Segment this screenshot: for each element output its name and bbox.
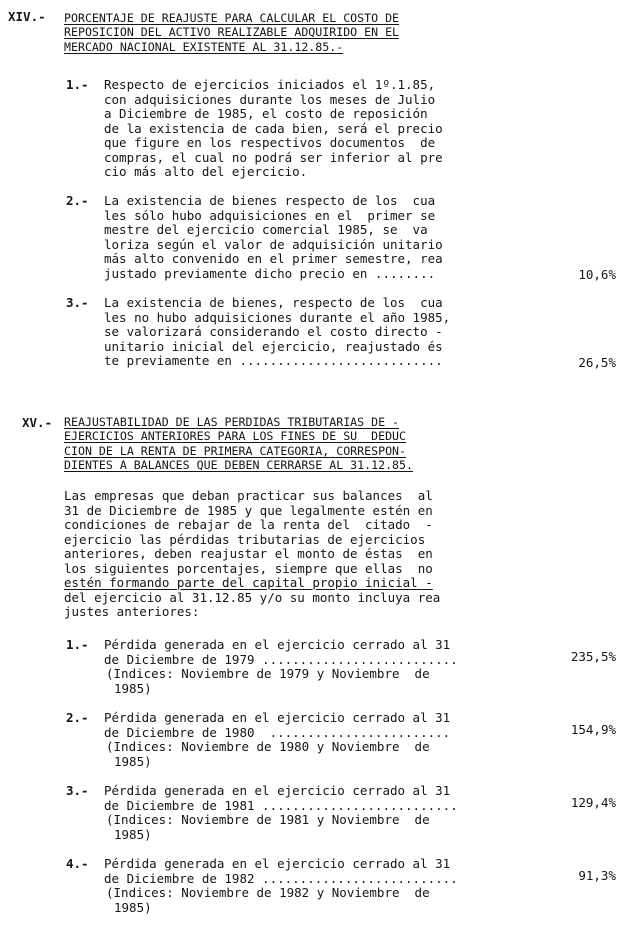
section-xiv-number: XIV.- [8,9,46,24]
item-line: Pérdida generada en el ejercicio cerrado al 31 [104,710,451,725]
section-xiv-item-2 [104,194,443,281]
item-line: (Indices: Noviembre de 1982 y Noviembre de [106,885,430,900]
section-xv-title [64,415,413,472]
item-number: 3.- [66,295,89,310]
section-xiv-title [64,11,399,54]
item-line: (Indices: Noviembre de 1980 y Noviembre de [106,739,430,754]
section-xv-item-3 [104,784,458,842]
item-line: loriza según el valor de adquisición unitario [104,236,443,252]
item-line: que figure en los respectivos documentos de [104,135,436,150]
item-line: con adquisiciones durante los meses de Julio [104,91,436,107]
percentage-value: 235,5% [570,649,616,664]
item-line: de Diciembre de 1979 .......................... [104,651,458,667]
item-line: de la existencia de cada bien, será el precio [104,120,443,136]
section-xv-intro [64,489,440,620]
intro-line: justes anteriores: [64,604,200,619]
item-line: de Diciembre de 1980 ........................ [104,724,451,740]
item-line: 1985) [114,899,152,915]
item-number: 4.- [66,856,89,871]
item-line: Pérdida generada en el ejercicio cerrado al 31 [104,783,451,798]
item-line: les sólo hubo adquisiciones en el primer se [104,207,436,223]
item-line: 1985) [114,826,152,842]
item-line: más alto convenido en el primer semestre, rea [104,251,443,266]
item-line: compras, el cual no podrá ser inferior al pre [104,149,443,165]
item-line: de Diciembre de 1981 .......................... [104,797,458,813]
section-xv-number: XV.- [22,415,53,430]
section-xv-item-4 [104,857,458,915]
title-line: MERCADO NACIONAL EXISTENTE AL 31.12.85.- [64,39,344,54]
item-number: 2.- [66,710,89,725]
item-line: La existencia de bienes, respecto de los cua [104,295,443,310]
title-line: PORCENTAJE DE REAJUSTE PARA CALCULAR EL COSTO DE [64,11,400,25]
item-line: a Diciembre de 1985, el costo de reposición [104,106,428,121]
item-line: mestre del ejercicio comercial 1985, se va [104,222,428,237]
title-line: REPOSICION DEL ACTIVO REALIZABLE ADQUIRIDO EN EL [64,25,400,40]
percentage-value: 26,5% [578,355,616,370]
title-line: DIENTES A BALANCES QUE DEBEN CERRARSE AL 31.12.85. [64,457,414,472]
item-line: Respecto de ejercicios iniciados el 1º.1.85, [104,77,436,92]
item-line: de Diciembre de 1982 .......................... [104,870,458,886]
item-line: Pérdida generada en el ejercicio cerrado al 31 [104,637,451,652]
section-xiv-item-3 [104,296,450,369]
section-xv-item-2 [104,711,450,769]
item-line: (Indices: Noviembre de 1981 y Noviembre de [106,812,430,827]
item-number: 3.- [66,783,89,798]
item-line: justado previamente dicho precio en ........ [104,265,436,281]
title-line: REAJUSTABILIDAD DE LAS PERDIDAS TRIBUTARIAS DE - [64,415,400,429]
intro-line: del ejercicio al 31.12.85 y/o su monto incluya rea [64,589,441,605]
intro-line: Las empresas que deban practicar sus balances al [64,488,433,503]
percentage-value: 10,6% [578,267,616,282]
intro-line: ejercicio las pérdidas tributarias de ejercicios [64,531,426,547]
item-line: (Indices: Noviembre de 1979 y Noviembre de [106,666,430,681]
intro-line: anteriores, deben reajustar el monto de éstas en [64,546,433,561]
item-line: se valorizará considerando el costo directo - [104,324,443,339]
item-line: La existencia de bienes respecto de los cua [104,193,436,208]
item-line: 1985) [114,680,152,696]
intro-line: 31 de Diciembre de 1985 y que legalmente estén en [64,502,433,518]
percentage-value: 154,9% [570,722,616,737]
title-line: CION DE LA RENTA DE PRIMERA CATEGORIA, CORRESPON- [64,443,407,458]
item-number: 1.- [66,77,89,92]
item-line: unitario inicial del ejercicio, reajustado és [104,338,443,354]
section-xiv-item-1 [104,78,443,180]
item-number: 2.- [66,193,89,208]
item-line: 1985) [114,753,152,769]
item-line: les no hubo adquisiciones durante el año 1985, [104,309,451,325]
item-number: 1.- [66,637,89,652]
section-xv-item-1 [104,638,458,696]
item-line: Pérdida generada en el ejercicio cerrado al 31 [104,856,451,871]
title-line: EJERCICIOS ANTERIORES PARA LOS FINES DE SU DEDUC [64,429,407,444]
item-line: te previamente en ........................... [104,353,443,368]
intro-line: estén formando parte del capital propio inicial - [64,575,433,590]
percentage-value: 91,3% [578,868,616,883]
item-line: cio más alto del ejercicio. [104,164,308,179]
intro-line: los siguientes porcentajes, siempre que ellas no [64,560,433,576]
percentage-value: 129,4% [570,795,616,810]
intro-line: condiciones de rebajar de la renta del citado - [64,517,433,532]
